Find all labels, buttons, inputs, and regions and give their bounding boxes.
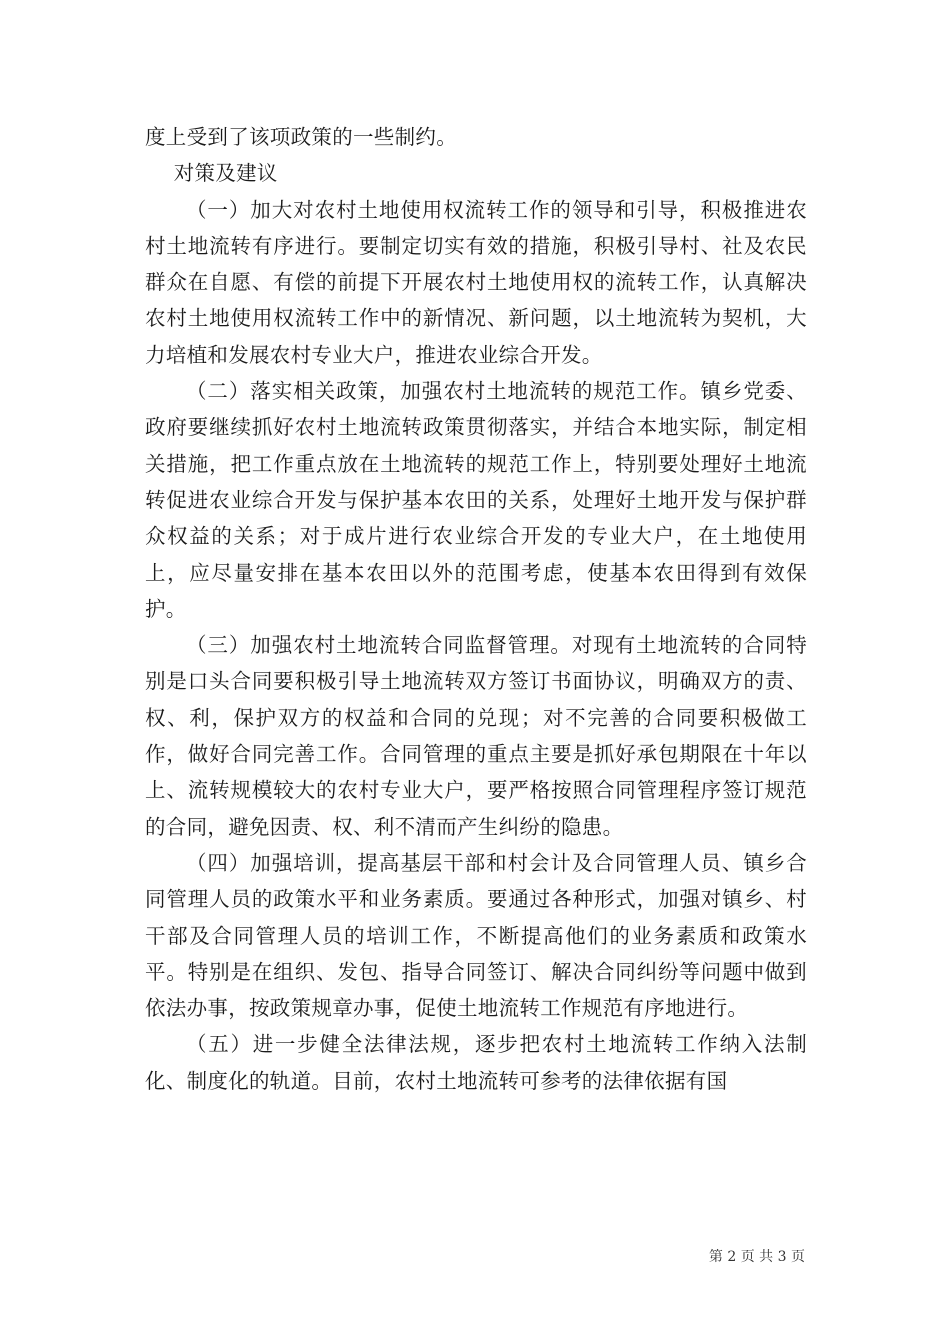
page-number: 第 2 页 共 3 页 — [708, 1249, 805, 1265]
paragraph-4: （四）加强培训，提高基层干部和村会计及合同管理人员、镇乡合同管理人员的政策水平和业务素质。要通过各种形式，加强对镇乡、村干部及合同管理人员的培训工作，不断提高他们的业务素质和政策水平。特别是在组织、发包、指导合同签订、解决合同纠纷等问题中做到依法办事，按政策规章办事，促使土地流转工作规范有序地进行。 — [145, 850, 807, 1021]
paragraph-5: （五）进一步健全法律法规，逐步把农村土地流转工作纳入法制化、制度化的轨道。目前，农村土地流转可参考的法律依据有国 — [145, 1032, 807, 1093]
paragraph-1: （一）加大对农村土地使用权流转工作的领导和引导，积极推进农村土地流转有序进行。要制定切实有效的措施，积极引导村、社及农民群众在自愿、有偿的前提下开展农村土地使用权的流转工作，认真解决农村土地使用权流转工作中的新情况、新问题，以土地流转为契机，大力培植和发展农村专业大户，推进农业综合开发。 — [145, 197, 807, 367]
paragraph-3: （三）加强农村土地流转合同监督管理。对现有土地流转的合同特别是口头合同要积极引导土地流转双方签订书面协议，明确双方的责、权、利，保护双方的权益和合同的兑现；对不完善的合同要积极做工作，做好合同完善工作。合同管理的重点主要是抓好承包期限在十年以上、流转规模较大的农村专业大户，要严格按照合同管理程序签订规范的合同，避免因责、权、利不清而产生纠纷的隐患。 — [145, 633, 807, 839]
paragraph-continuation: 度上受到了该项政策的一些制约。 — [145, 125, 457, 149]
document-body — [145, 119, 807, 1099]
section-heading: 对策及建议 — [173, 161, 278, 186]
paragraph-2: （二）落实相关政策，加强农村土地流转的规范工作。镇乡党委、政府要继续抓好农村土地流转政策贯彻落实，并结合本地实际，制定相关措施，把工作重点放在土地流转的规范工作上，特别要处理好土地流转促进农业综合开发与保护基本农田的关系，处理好土地开发与保护群众权益的关系；对于成片进行农业综合开发的专业大户，在土地使用上，应尽量安排在基本农田以外的范围考虑，使基本农田得到有效保护。 — [145, 379, 807, 621]
